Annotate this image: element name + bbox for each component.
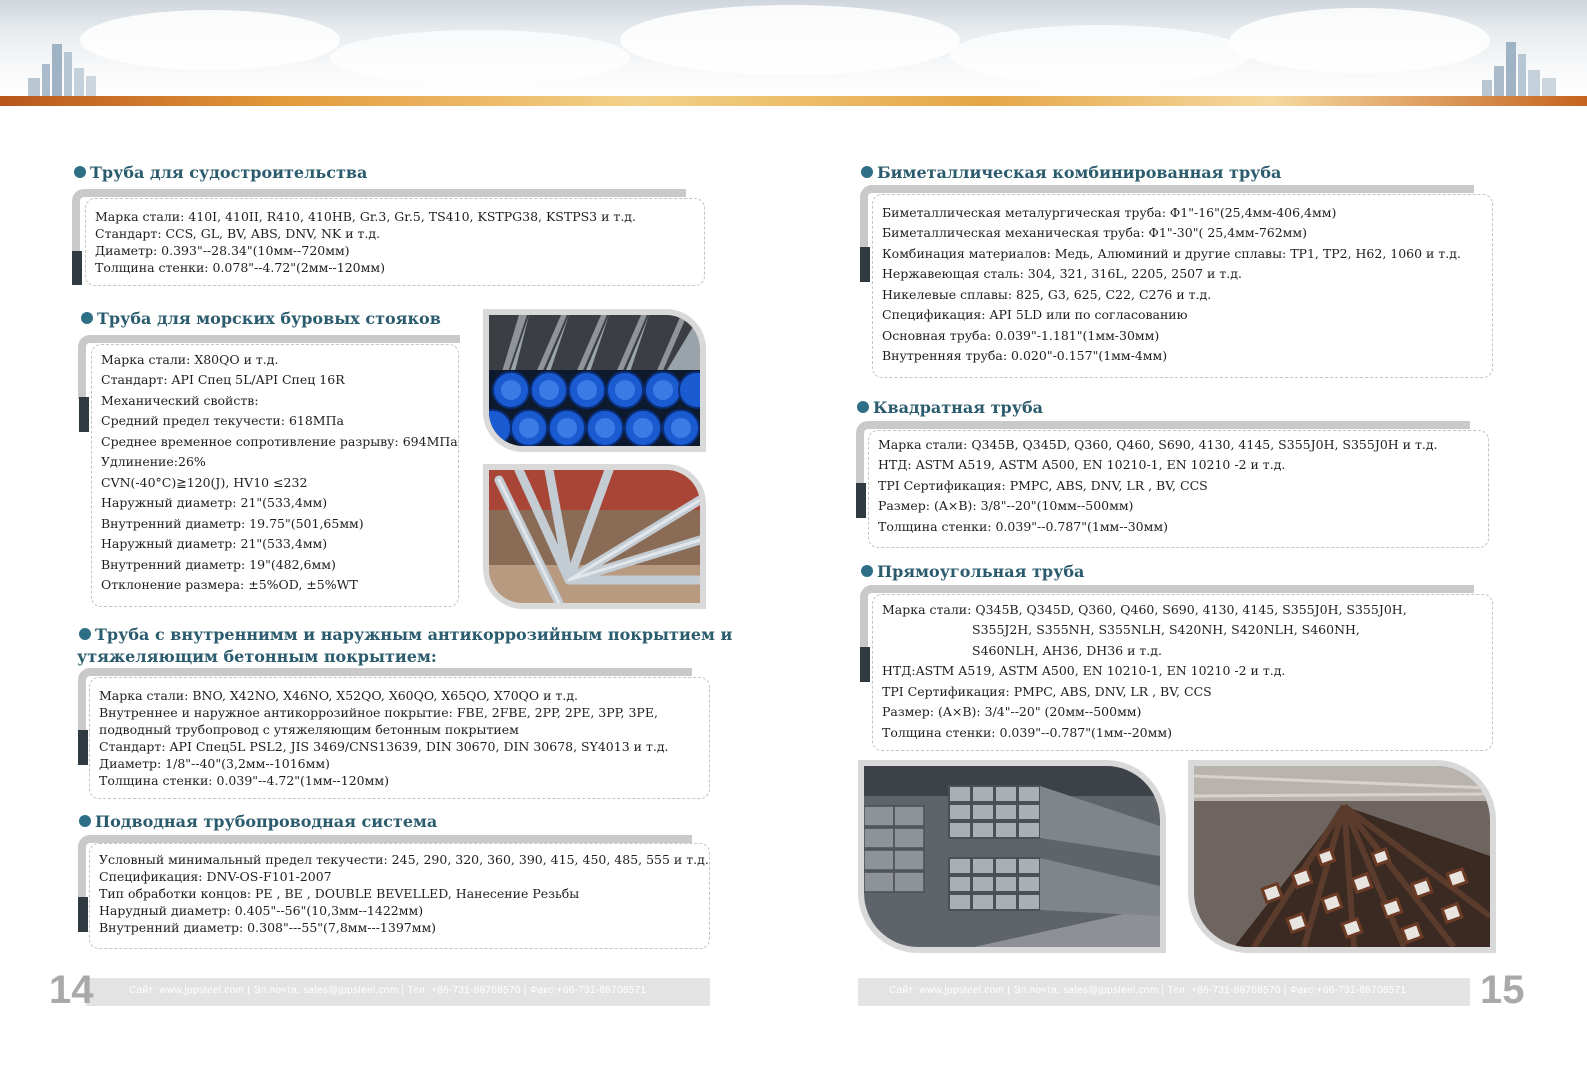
spec-line: Среднее временное сопротивление разрыву: 694МПа bbox=[101, 434, 458, 449]
city-skyline-left bbox=[20, 40, 100, 96]
decor-curve bbox=[72, 189, 86, 253]
spec-line: Средний предел текучести: 618МПа bbox=[101, 413, 344, 428]
spec-line: Внутренний диаметр: 0.308"---55"(7,8мм---1397мм) bbox=[99, 920, 437, 935]
decor-bar bbox=[86, 835, 692, 843]
spec-line: Комбинация материалов: Медь, Алюминий и другие сплавы: TP1, TP2, H62, 1060 и т.д. bbox=[882, 246, 1461, 261]
spec-line: Тип обработки концов: PE , BE , DOUBLE BEVELLED, Нанесение Резьбы bbox=[99, 886, 580, 901]
decor-block bbox=[78, 730, 88, 765]
spec-line: Толщина стенки: 0.039"--0.787"(1мм--30мм) bbox=[878, 519, 1168, 534]
bullet-icon bbox=[861, 166, 873, 178]
section-title-square: Квадратная труба bbox=[857, 398, 1043, 417]
spec-line: Размер: (A×B): 3/4"--20" (20мм--500мм) bbox=[882, 704, 1142, 719]
spec-line: Спецификация: API 5LD или по согласованию bbox=[882, 307, 1188, 322]
spec-line: Биметаллическая механическая труба: Ф1"-30"( 25,4мм-762мм) bbox=[882, 225, 1307, 240]
spec-line: Наружный диаметр: 21"(533,4мм) bbox=[101, 495, 328, 510]
decor-block bbox=[856, 483, 866, 518]
decor-block bbox=[78, 897, 88, 932]
section-title-coated-line2: утяжеляющим бетонным покрытием: bbox=[77, 647, 437, 666]
spec-line: Основная труба: 0.039"-1.181"(1мм-30мм) bbox=[882, 328, 1160, 343]
footer-text: Сайт: www.jppsteel.com | Эл.почта: sales@jppsteel.com | Тел: +86-731-88708570 | Факс:+86-731-88708571 bbox=[889, 985, 1407, 996]
spec-line: Внутренний диаметр: 19.75"(501,65мм) bbox=[101, 516, 364, 531]
spec-line: Никелевые сплавы: 825, G3, 625, C22, C276 и т.д. bbox=[882, 287, 1212, 302]
spec-line: подводный трубопровод с утяжеляющим бетонным покрытием bbox=[99, 722, 519, 737]
spec-line: Стандарт: CCS, GL, BV, ABS, DNV, NK и т.д. bbox=[95, 226, 381, 241]
decor-block bbox=[860, 647, 870, 682]
spec-line: Нержавеющая сталь: 304, 321, 316L, 2205, 2507 и т.д. bbox=[882, 266, 1242, 281]
spec-line: Марка стали: X80QO и т.д. bbox=[101, 352, 279, 367]
spec-line: TPI Сертификация: PMPC, ABS, DNV, LR , BV, CCS bbox=[882, 684, 1212, 699]
spec-line: Марка стали: 410I, 410II, R410, 410HB, Gr.3, Gr.5, TS410, KSTPG38, KSTPS3 и т.д. bbox=[95, 209, 636, 224]
spec-line: Толщина стенки: 0.039"--0.787"(1мм--20мм) bbox=[882, 725, 1172, 740]
spec-line: Толщина стенки: 0.078"--4.72"(2мм--120мм) bbox=[95, 260, 385, 275]
spec-line: Наружный диаметр: 21"(533,4мм) bbox=[101, 536, 328, 551]
spec-line: Внутренняя труба: 0.020"-0.157"(1мм-4мм) bbox=[882, 348, 1168, 363]
page-number-right: 15 bbox=[1480, 968, 1525, 1012]
spec-line: Марка стали: Q345B, Q345D, Q360, Q460, S690, 4130, 4145, S355J0H, S355J0H и т.д. bbox=[878, 437, 1438, 452]
spec-line: Условный минимальный предел текучести: 245, 290, 320, 360, 390, 415, 450, 485, 555 и т.д. bbox=[99, 852, 709, 867]
spec-line: S355J2H, S355NH, S355NLH, S420NH, S420NLH, S460NH, bbox=[972, 622, 1360, 637]
spec-line: Диаметр: 1/8"--40"(3,2мм--1016мм) bbox=[99, 756, 330, 771]
decor-bar bbox=[868, 585, 1474, 593]
bullet-icon bbox=[74, 166, 86, 178]
spec-line: Нарудный диаметр: 0.405"--56"(10,3мм--1422мм) bbox=[99, 903, 424, 918]
spec-line: Внутренний диаметр: 19"(482,6мм) bbox=[101, 557, 336, 572]
spec-box-square bbox=[868, 430, 1489, 548]
decor-block bbox=[72, 251, 82, 285]
bullet-icon bbox=[79, 815, 91, 827]
pipes-stack-photo bbox=[483, 309, 706, 452]
spec-box-coated bbox=[89, 677, 710, 799]
section-title-bimetal: Биметаллическая комбинированная труба bbox=[861, 163, 1281, 182]
page-number-left: 14 bbox=[49, 968, 94, 1012]
decor-curve bbox=[78, 335, 92, 399]
bullet-icon bbox=[861, 565, 873, 577]
section-title-rectangular: Прямоугольная труба bbox=[861, 562, 1084, 581]
header-banner bbox=[0, 0, 1587, 96]
section-title-shipbuilding: Труба для судостроительства bbox=[74, 163, 367, 182]
decor-bar bbox=[864, 421, 1470, 429]
spec-box-shipbuilding bbox=[85, 198, 705, 286]
decor-bar bbox=[86, 668, 692, 676]
decor-bar bbox=[86, 335, 460, 343]
spec-line: Стандарт: API Спец5L PSL2, JIS 3469/CNS13639, DIN 30670, DIN 30678, SY4013 и т.д. bbox=[99, 739, 669, 754]
spec-line: Размер: (A×B): 3/8"--20"(10мм--500мм) bbox=[878, 498, 1134, 513]
footer-text: Сайт: www.jppsteel.com | Эл.почта: sales@jppsteel.com | Тел: +86-731-88708570 | Факс:+86-731-88708571 bbox=[129, 985, 647, 996]
spec-box-subsea bbox=[89, 843, 710, 949]
spec-line: S460NLH, AH36, DH36 и т.д. bbox=[972, 643, 1162, 658]
section-title-riser: Труба для морских буровых стояков bbox=[81, 309, 441, 328]
spec-line: TPI Сертификация: PMPC, ABS, DNV, LR , BV, CCS bbox=[878, 478, 1208, 493]
spec-line: НТД: ASTM A519, ASTM A500, EN 10210-1, EN 10210 -2 и т.д. bbox=[878, 457, 1286, 472]
spec-line: Диаметр: 0.393"--28.34"(10мм--720мм) bbox=[95, 243, 350, 258]
spec-line: Толщина стенки: 0.039"--4.72"(1мм--120мм) bbox=[99, 773, 389, 788]
header-stripe bbox=[0, 96, 1587, 106]
footer-contacts-left bbox=[86, 978, 710, 1006]
square-tubes-photo bbox=[1188, 760, 1496, 953]
spec-line: Биметаллическая металургическая труба: Ф1"-16"(25,4мм-406,4мм) bbox=[882, 205, 1337, 220]
steel-truss-photo bbox=[483, 464, 706, 609]
rectangular-tubes-photo bbox=[858, 760, 1166, 953]
spec-box-rectangular bbox=[872, 594, 1493, 751]
spec-line: НТД:ASTM A519, ASTM A500, EN 10210-1, EN 10210 -2 и т.д. bbox=[882, 663, 1286, 678]
decor-bar bbox=[868, 185, 1474, 193]
spec-box-bimetal bbox=[872, 194, 1493, 378]
bullet-icon bbox=[857, 401, 869, 413]
spec-line: CVN(-40°C)≧120(J), HV10 ≤232 bbox=[101, 475, 308, 490]
spec-line: Удлинение:26% bbox=[101, 454, 206, 469]
spec-line: Отклонение размера: ±5%OD, ±5%WT bbox=[101, 577, 358, 592]
decor-block bbox=[79, 397, 89, 432]
spec-line: Внутреннее и наружное антикоррозийное покрытие: FBE, 2FBE, 2PP, 2PE, 3PP, 3PE, bbox=[99, 705, 658, 720]
spec-line: Стандарт: API Спец 5L/API Спец 16R bbox=[101, 372, 345, 387]
section-title-coated: Труба с внутреннимм и наружным антикоррозийным покрытием и bbox=[79, 625, 732, 644]
spec-line: Марка стали: Q345B, Q345D, Q360, Q460, S690, 4130, 4145, S355J0H, S355J0H, bbox=[882, 602, 1407, 617]
bullet-icon bbox=[79, 628, 91, 640]
decor-block bbox=[860, 247, 870, 282]
footer-contacts-right bbox=[858, 978, 1470, 1006]
spec-box-riser bbox=[91, 344, 459, 607]
bullet-icon bbox=[81, 312, 93, 324]
spec-line: Марка стали: BNO, X42NO, X46NO, X52QO, X60QO, X65QO, X70QO и т.д. bbox=[99, 688, 578, 703]
city-skyline-right bbox=[1480, 40, 1560, 96]
decor-bar bbox=[80, 189, 686, 197]
spec-line: Механический свойств: bbox=[101, 393, 259, 408]
section-title-subsea: Подводная трубопроводная система bbox=[79, 812, 437, 831]
spec-line: Спецификация: DNV-OS-F101-2007 bbox=[99, 869, 332, 884]
